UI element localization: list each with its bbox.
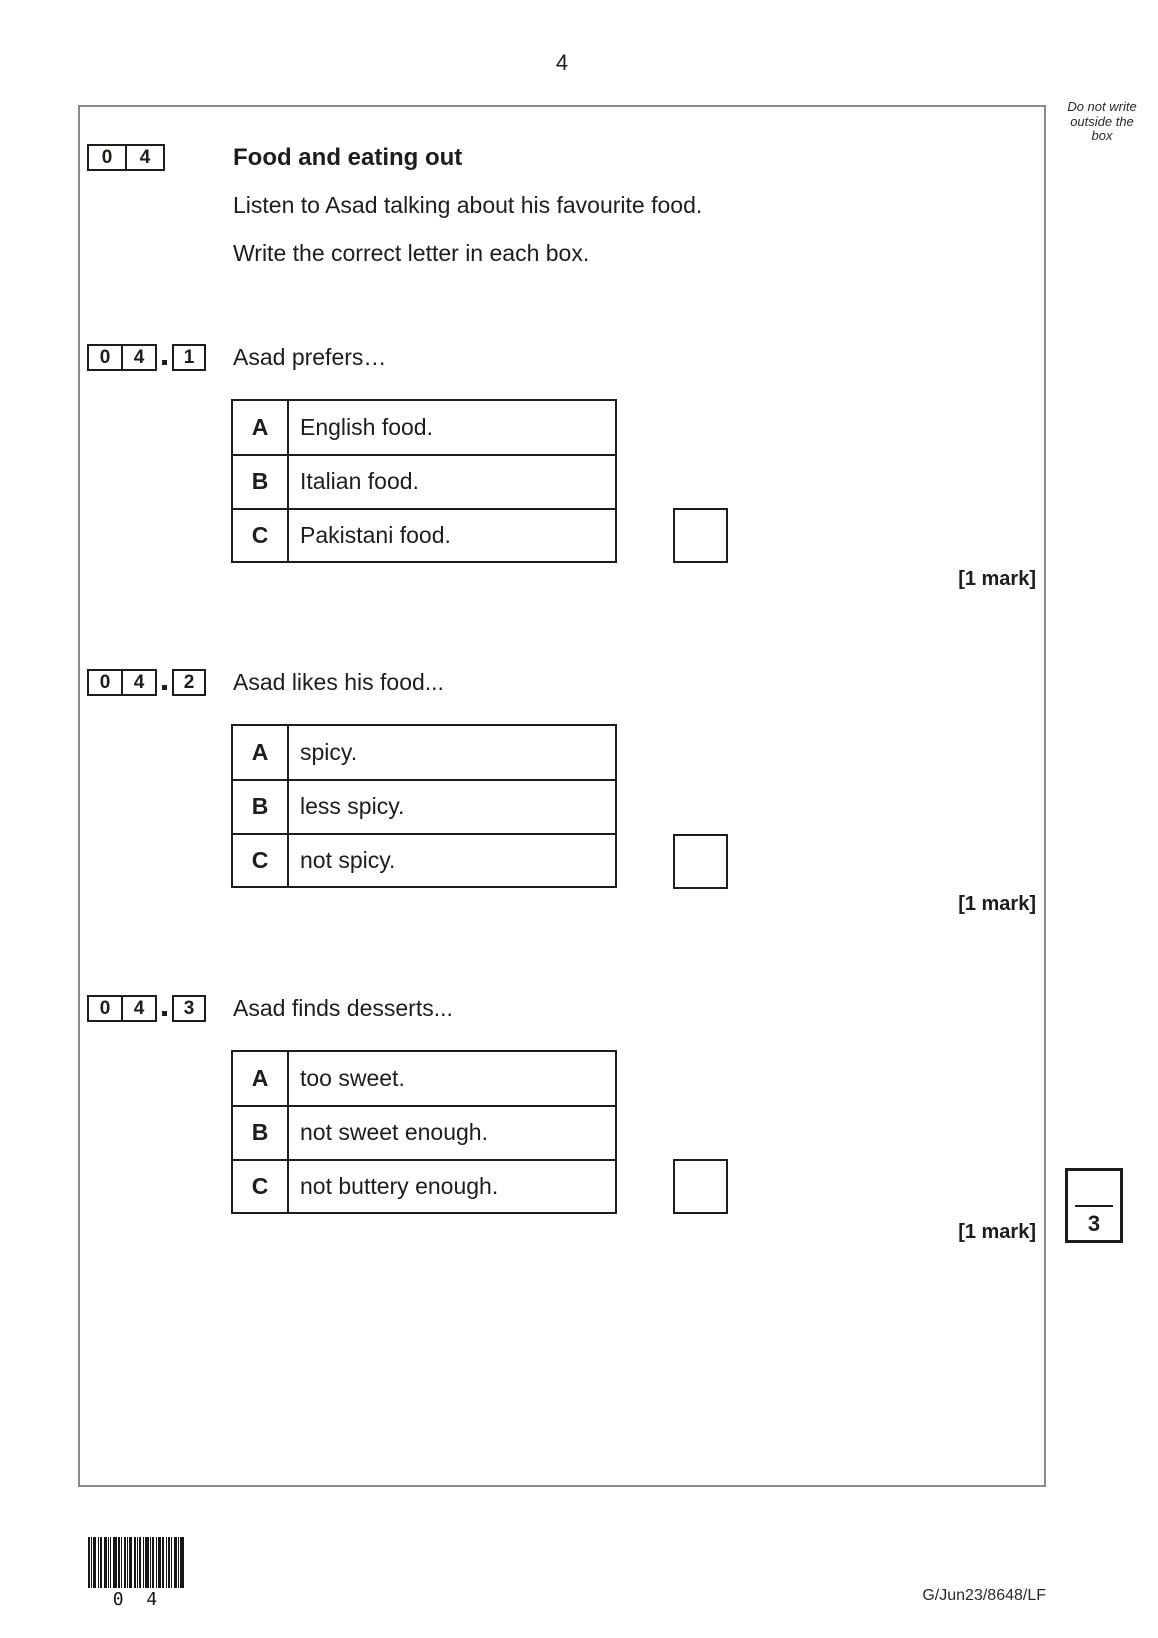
question-part-1 [0,344,1158,606]
options-table [231,1050,617,1214]
margin-note [1054,100,1150,144]
part-number-separator-dot [162,1011,167,1016]
part-number-digit: 2 [172,669,206,696]
answer-box[interactable] [673,508,728,563]
part-prompt: Asad likes his food... [233,669,444,695]
part-prompt: Asad prefers… [233,344,387,370]
option-text: not buttery enough. [289,1159,615,1212]
part-number-digit: 4 [121,669,157,696]
options-table [231,399,617,563]
question-part-3 [0,995,1158,1257]
paper-reference: G/Jun23/8648/LF [922,1587,1046,1604]
option-text: not spicy. [289,833,615,886]
part-number-digit: 4 [121,995,157,1022]
margin-note-line: outside the [1070,113,1134,129]
margin-note-line: box [1091,128,1113,143]
part-number-digit: 1 [172,344,206,371]
option-letter: A [233,1052,289,1105]
option-letter: A [233,401,289,454]
total-marks-box [1065,1168,1123,1243]
answer-box[interactable] [673,1159,728,1214]
marks-label: [1 mark] [958,1221,1036,1243]
option-text: too sweet. [300,1065,405,1092]
question-intro: Listen to Asad talking about his favourite food. [233,192,703,218]
page-number: 4 [555,50,569,75]
question-title: Food and eating out [233,144,463,171]
part-number-digit: 0 [87,669,123,696]
barcode [88,1537,184,1588]
question-number-digit: 0 [87,144,127,171]
option-letter: B [233,1105,289,1158]
question-part-2 [0,669,1158,931]
option-text: less spicy. [289,779,615,832]
marks-label: [1 mark] [958,893,1036,915]
option-text: Pakistani food. [289,508,615,561]
option-letter: C [233,1159,289,1212]
option-letter: C [233,833,289,886]
part-number-separator-dot [162,685,167,690]
question-number-digit: 4 [125,144,165,171]
total-marks-value: 3 [1087,1211,1101,1236]
margin-note-line: Do not write [1067,99,1137,114]
options-table [231,724,617,888]
part-number-boxes [87,344,206,371]
part-number-digit: 0 [87,995,123,1022]
part-number-digit: 4 [121,344,157,371]
total-marks-divider [1075,1205,1113,1207]
option-text: English food. [300,414,433,441]
marks-label: [1 mark] [958,568,1036,590]
part-number-digit: 3 [172,995,206,1022]
option-text: not sweet enough. [289,1105,615,1158]
question-number-boxes [87,144,165,171]
answer-box[interactable] [673,834,728,889]
option-letter: B [233,779,289,832]
part-number-boxes [87,995,206,1022]
option-letter: B [233,454,289,507]
option-letter: A [233,726,289,779]
option-text: Italian food. [289,454,615,507]
barcode-label: 0 4 [112,1589,164,1610]
question-instruction: Write the correct letter in each box. [233,240,590,266]
option-letter: C [233,508,289,561]
part-number-separator-dot [162,360,167,365]
part-number-digit: 0 [87,344,123,371]
option-text: spicy. [300,739,358,766]
part-number-boxes [87,669,206,696]
part-prompt: Asad finds desserts... [233,995,453,1021]
